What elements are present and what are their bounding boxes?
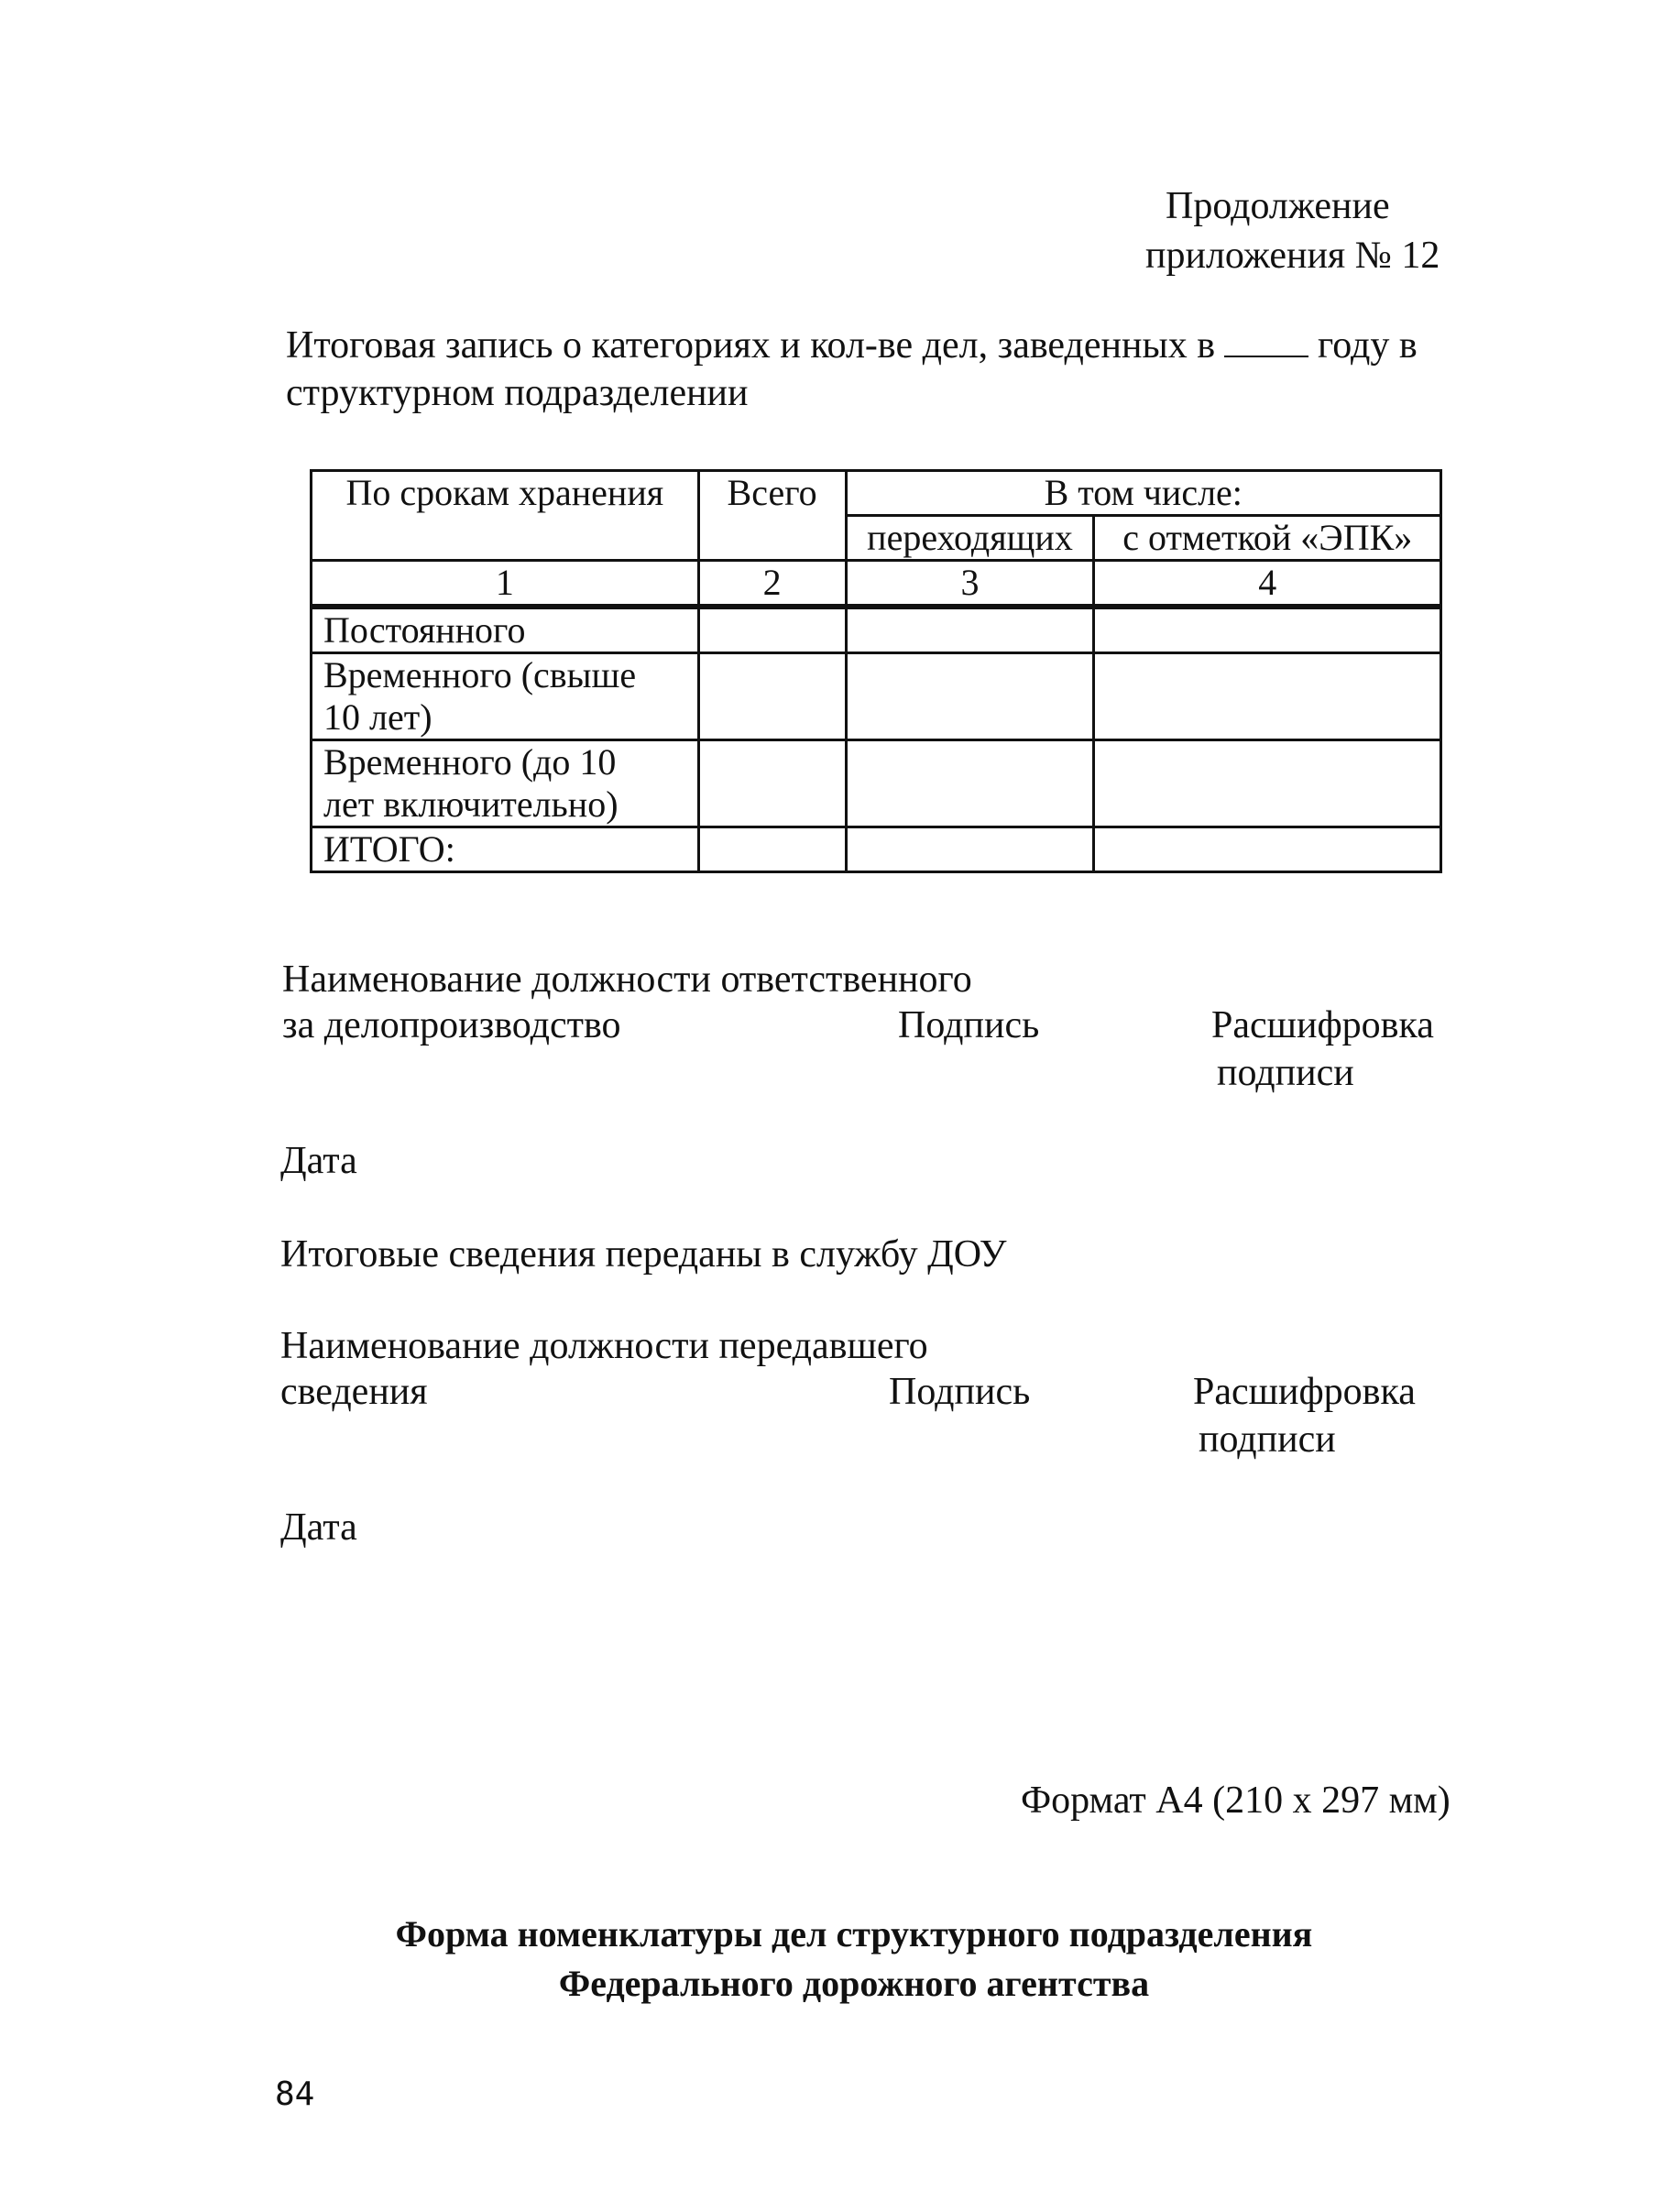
header-including: В том числе: [846,471,1440,516]
document-title-line1 [286,323,1418,368]
year-blank-field[interactable] [1224,324,1308,357]
column-number: 3 [846,561,1094,608]
sender-position-line2: сведения [280,1371,428,1413]
document-title-line2: структурном подразделении [286,372,749,414]
signature-decode-label: Расшифровка [1211,1004,1434,1046]
page-number: 84 [275,2075,315,2113]
table-row [312,607,1441,653]
sent-to-service-text: Итоговые сведения переданы в службу ДОУ [280,1233,1007,1276]
date-label: Дата [280,1140,357,1182]
signature-decode-label: Расшифровка [1193,1371,1416,1413]
cell-transitional[interactable] [846,607,1094,653]
table-row [312,653,1441,740]
cell-epk[interactable] [1094,653,1441,740]
row-label-temporary-over-10: Временного (свыше 10 лет) [312,653,699,740]
cell-epk[interactable] [1094,607,1441,653]
cell-epk[interactable] [1094,740,1441,827]
cell-transitional[interactable] [846,827,1094,872]
title-text-end: году в [1318,324,1418,367]
paper-format-note: Формат А4 (210 х 297 мм) [1021,1779,1451,1822]
row-label-temporary-up-to-10: Временного (до 10 лет включительно) [312,740,699,827]
table-row-total [312,827,1441,872]
continuation-label: Продолжение [1166,185,1390,227]
header-transitional: переходящих [846,516,1094,561]
header-epk-mark: с отметкой «ЭПК» [1094,516,1441,561]
column-number: 1 [312,561,699,608]
summary-table [310,469,1442,873]
column-number: 4 [1094,561,1441,608]
form-title-line1: Форма номенклатуры дел структурного подразделения [395,1913,1313,1955]
table-row [312,740,1441,827]
cell-total[interactable] [698,827,846,872]
row-label-permanent: Постоянного [312,607,699,653]
header-total: Всего [698,471,846,561]
cell-epk[interactable] [1094,827,1441,872]
cell-total[interactable] [698,607,846,653]
signature-decode-label-line2: подписи [1217,1052,1354,1094]
date-label: Дата [280,1506,357,1549]
title-text: Итоговая запись о категориях и кол-ве дел, заведенных в [286,324,1216,367]
sender-position-line1: Наименование должности передавшего [280,1325,928,1367]
cell-total[interactable] [698,653,846,740]
responsible-position-line1: Наименование должности ответственного [282,958,972,1001]
signature-label: Подпись [898,1004,1040,1046]
cell-transitional[interactable] [846,653,1094,740]
column-number-row [312,561,1441,608]
cell-total[interactable] [698,740,846,827]
appendix-number: приложения № 12 [1145,235,1440,277]
column-number: 2 [698,561,846,608]
row-label-total: ИТОГО: [312,827,699,872]
cell-transitional[interactable] [846,740,1094,827]
form-title-line2: Федерального дорожного агентства [558,1963,1150,2004]
table-header-row [312,471,1441,516]
header-storage-period: По срокам хранения [312,471,699,561]
responsible-position-line2: за делопроизводство [282,1004,621,1046]
signature-decode-label-line2: подписи [1199,1418,1336,1461]
signature-label: Подпись [889,1371,1031,1413]
